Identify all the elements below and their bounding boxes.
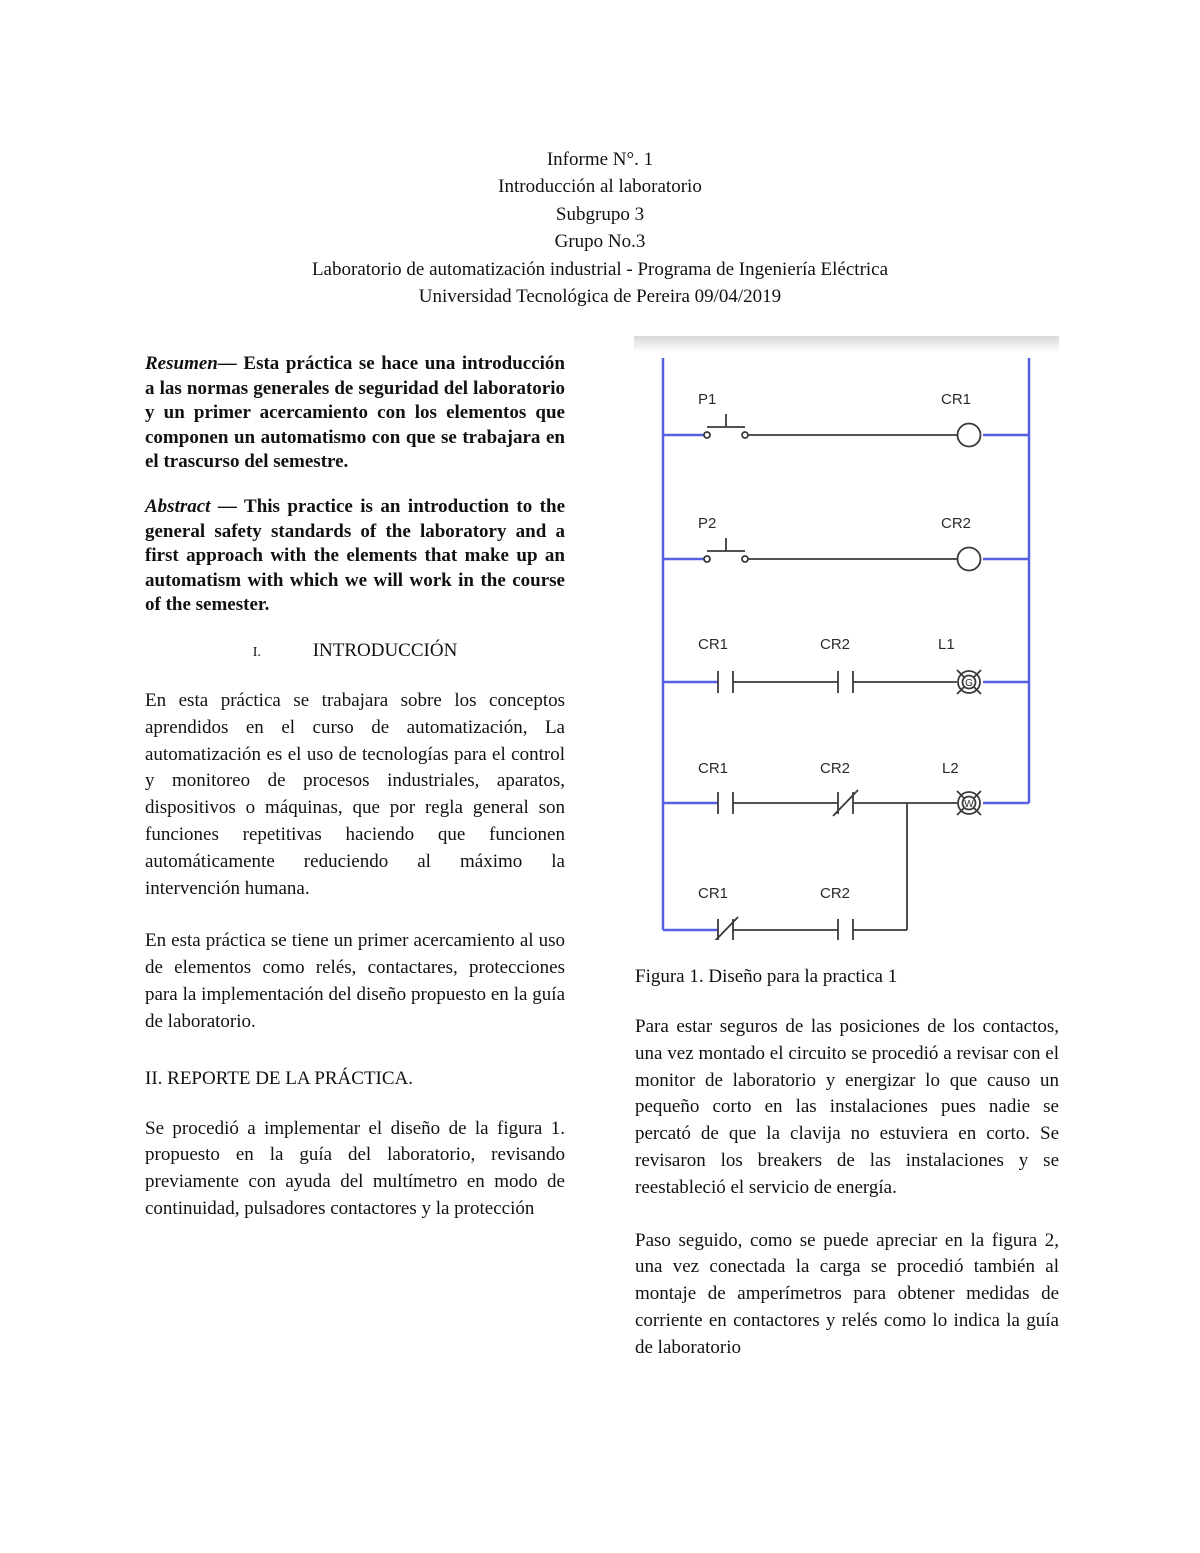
ladder-diagram-figure xyxy=(634,336,1059,940)
resumen-lead: Resumen— xyxy=(145,353,237,374)
p1-terminal-right xyxy=(742,432,748,438)
rung-4 xyxy=(718,790,981,930)
section-2-heading: II. REPORTE DE LA PRÁCTICA. xyxy=(145,1067,414,1089)
diagram-labels xyxy=(698,391,974,902)
intro-paragraph-1: En esta práctica se trabajara sobre los conceptos aprendidos en el curso de automatización, La automatización es el uso de tecnologías para el control y monitoreo de procesos industriales, aparatos, dispositivos o máquinas, que por regla general son funciones repetitivas haciendo que funcionen automáticamente reduciendo al máximo la intervención humana. xyxy=(145,689,565,899)
intro-paragraph-2: En esta práctica se tiene un primer acercamiento al uso de elementos como relés, contactares, protecciones para la implementación del diseño propuesto en la guía de laboratorio. xyxy=(145,930,565,1032)
right-paragraph-1: Para estar seguros de las posiciones de los contactos, una vez montado el circuito se procedió a revisar con el monitor de laboratorio y energizar lo que causo un pequeño corto en las instalaciones pues nadie se percató de que la clavija no estuviera en corto. Se revisaron los breakers de las instalaciones y se reestableció el servicio de energía. xyxy=(635,1016,1059,1198)
p1-terminal-left xyxy=(704,432,710,438)
abstract-paragraph xyxy=(145,495,565,618)
right-column xyxy=(635,966,1059,1362)
group: Grupo No.3 xyxy=(554,231,646,253)
cr2-coil xyxy=(958,548,981,571)
label-r3-cr2: CR2 xyxy=(820,636,851,653)
ladder-diagram xyxy=(634,336,1059,940)
left-column xyxy=(145,352,565,1223)
figure-caption: Figura 1. Diseño para la practica 1 xyxy=(635,966,898,987)
label-r5-cr2: CR2 xyxy=(820,885,851,902)
rung-5 xyxy=(713,917,907,940)
report-header xyxy=(0,146,1200,310)
label-cr2-coil: CR2 xyxy=(941,515,972,532)
report-number: Informe N°. 1 xyxy=(546,149,654,170)
label-r5-cr1: CR1 xyxy=(698,885,729,902)
label-l2: L2 xyxy=(942,760,959,777)
label-r3-cr1: CR1 xyxy=(698,636,729,653)
course-program: Laboratorio de automatización industrial - Programa de Ingeniería Eléctrica xyxy=(311,258,889,280)
resumen-text: Esta práctica se hace una introducción a las normas generales de seguridad del laboratorio y un primer acercamiento con los elementos que componen un automatismo con que se trabajara en el trascurso del semestre. xyxy=(145,353,565,473)
section-1-title: INTRODUCCIÓN xyxy=(312,639,458,661)
university-date: Universidad Tecnológica de Pereira 09/04/2019 xyxy=(418,286,782,308)
label-p1: P1 xyxy=(698,391,717,408)
rung-2 xyxy=(704,538,981,571)
right-paragraph-2: Paso seguido, como se puede apreciar en la figura 2, una vez conectada la carga se procedió también al montaje de amperímetros para obtener medidas de corriente en contactores y relés como lo indica la guía de laboratorio xyxy=(635,1229,1059,1358)
r5-cr1-nc-slash xyxy=(713,917,738,940)
section-1-number: I. xyxy=(252,644,261,660)
label-r4-cr1: CR1 xyxy=(698,760,729,777)
rung-3 xyxy=(718,670,981,694)
resumen-paragraph xyxy=(145,352,565,475)
figure-top-shade xyxy=(634,336,1059,352)
label-lamp-w: W xyxy=(964,799,974,810)
label-p2: P2 xyxy=(698,515,717,532)
label-lamp-g: G xyxy=(965,678,973,689)
label-l1: L1 xyxy=(938,636,955,653)
rung-1 xyxy=(704,414,981,447)
abstract-text: — This practice is an introduction to the general safety standards of the laboratory and a first approach with the elements that make up an automatism with which we will work in the course of the semester. xyxy=(145,495,565,616)
report-title: Introducción al laboratorio xyxy=(498,176,702,198)
label-cr1-coil: CR1 xyxy=(941,391,972,408)
cr1-coil xyxy=(958,424,981,447)
p2-terminal-left xyxy=(704,556,710,562)
report-paragraph-1: Se procedió a implementar el diseño de la figura 1. propuesto en la guía del laboratorio, revisando previamente con ayuda del multímetro en modo de continuidad, pulsadores contactores y la protección xyxy=(145,1117,565,1219)
subgroup: Subgrupo 3 xyxy=(555,203,645,225)
abstract-lead: Abstract xyxy=(145,495,211,517)
label-r4-cr2: CR2 xyxy=(820,760,851,777)
p2-terminal-right xyxy=(742,556,748,562)
section-1-heading xyxy=(145,640,565,662)
